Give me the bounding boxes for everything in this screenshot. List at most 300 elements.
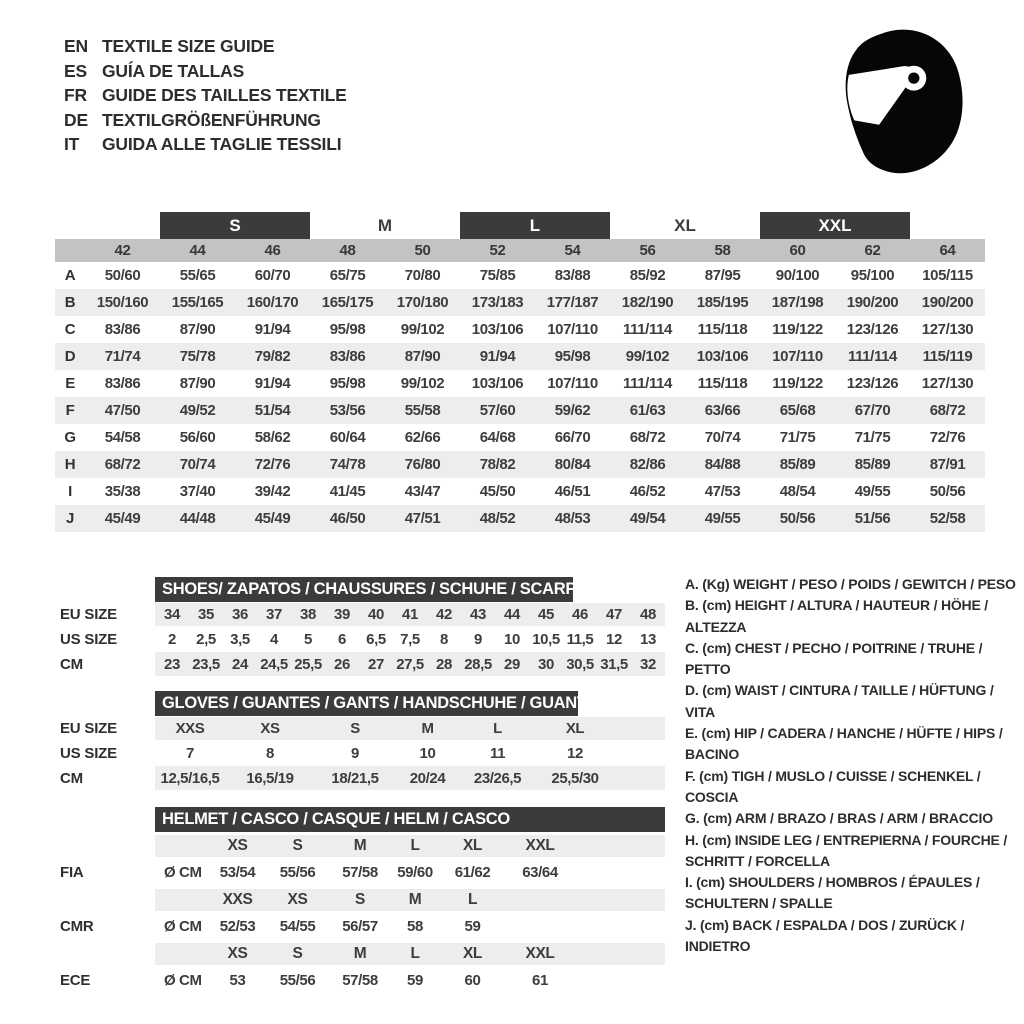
measurement-cell: 70/74 bbox=[160, 451, 235, 478]
value-cell: 9 bbox=[474, 630, 482, 648]
size-group-s: S bbox=[160, 212, 310, 239]
gloves-row-label: CM bbox=[60, 769, 83, 787]
value-cell: 47 bbox=[606, 606, 622, 623]
measurement-cell: 90/100 bbox=[775, 267, 820, 284]
measurement-row-e bbox=[55, 370, 985, 397]
legend-entry: D. (cm) WAIST / CINTURA / TAILLE / HÜFTUNG / VITA bbox=[685, 682, 994, 720]
value-cell: 30 bbox=[538, 655, 554, 673]
helmet-size-table bbox=[60, 807, 665, 994]
measurement-cell: 82/86 bbox=[610, 451, 685, 478]
measurement-cell: 83/88 bbox=[554, 267, 591, 284]
empty-cell bbox=[55, 212, 85, 239]
measurement-cell: 123/126 bbox=[846, 375, 899, 392]
measurement-cell: 105/115 bbox=[922, 267, 973, 284]
row-label: C bbox=[64, 321, 76, 338]
language-code: FR bbox=[64, 85, 87, 105]
value-cell: S bbox=[292, 837, 303, 854]
value-cell: L bbox=[410, 837, 420, 854]
language-title: GUIDA ALLE TAGLIE TESSILI bbox=[102, 134, 342, 154]
row-label: A bbox=[64, 267, 76, 284]
value-cell: XXS bbox=[175, 720, 205, 737]
measurement-cell: 170/180 bbox=[385, 289, 460, 316]
measurement-cell: 190/200 bbox=[910, 289, 985, 316]
measurement-cell: 95/98 bbox=[535, 343, 610, 370]
value-cell bbox=[505, 889, 575, 911]
value-cell: M bbox=[353, 837, 367, 854]
value-cell: 7 bbox=[186, 744, 194, 762]
measurement-cell: 35/38 bbox=[104, 483, 141, 500]
gloves-table-rows bbox=[60, 717, 665, 790]
measurement-cell: 165/175 bbox=[310, 289, 385, 316]
value-cell: 40 bbox=[368, 606, 384, 623]
size-number-cell: 62 bbox=[835, 239, 910, 262]
measurement-cell: 85/89 bbox=[760, 451, 835, 478]
row-label: F bbox=[55, 397, 85, 424]
value-cell bbox=[155, 943, 210, 965]
value-cell: XS bbox=[287, 891, 308, 908]
measurement-cell: 71/75 bbox=[854, 429, 891, 446]
measurement-cell: 95/98 bbox=[329, 321, 366, 338]
language-item bbox=[64, 108, 347, 133]
language-code: ES bbox=[64, 60, 87, 81]
measurement-cell: 49/54 bbox=[610, 505, 685, 532]
value-cell: M bbox=[353, 945, 367, 962]
measurement-cell: 48/54 bbox=[779, 483, 816, 500]
measurement-cell: 103/106 bbox=[685, 343, 760, 370]
helmet-table-title-text: HELMET / CASCO / CASQUE / HELM / CASCO bbox=[162, 810, 510, 828]
row-label: D bbox=[55, 343, 85, 370]
value-cell: 4 bbox=[270, 630, 278, 648]
value-cell bbox=[155, 835, 210, 857]
measurement-cell: 78/82 bbox=[460, 451, 535, 478]
measurement-cell: 44/48 bbox=[160, 505, 235, 532]
value-cell: 42 bbox=[436, 606, 452, 623]
row-label: J bbox=[55, 505, 85, 532]
gloves-row-values bbox=[155, 741, 665, 765]
gloves-table-title-text: GLOVES / GUANTES / GANTS / HANDSCHUHE / GUANTI bbox=[162, 694, 591, 712]
measurement-cell: 75/78 bbox=[160, 343, 235, 370]
measurement-cell: 50/60 bbox=[104, 267, 141, 284]
value-cell: XS bbox=[227, 945, 248, 962]
language-code: DE bbox=[64, 109, 88, 130]
measurement-cell: 63/66 bbox=[685, 397, 760, 424]
size-number-cell: 54 bbox=[535, 239, 610, 262]
measurement-cell: 49/52 bbox=[160, 397, 235, 424]
shoes-table-title bbox=[155, 577, 587, 602]
value-cell: 12 bbox=[606, 630, 622, 648]
value-cell: 55/56 bbox=[279, 864, 316, 881]
shoes-row-eu-size bbox=[60, 603, 665, 626]
size-group-xxl: XXL bbox=[760, 212, 910, 239]
legend-entry: G. (cm) ARM / BRAZO / BRAS / ARM / BRACCIO bbox=[685, 810, 993, 827]
measurement-cell: 85/89 bbox=[835, 451, 910, 478]
helmet-sizes-values bbox=[155, 943, 665, 965]
value-cell: 25,5/30 bbox=[551, 769, 599, 787]
size-group-l: L bbox=[460, 212, 610, 239]
value-cell: 24,5 bbox=[260, 655, 288, 673]
measurement-cell: 79/82 bbox=[235, 343, 310, 370]
value-cell: 2,5 bbox=[196, 630, 216, 648]
legend-entry: E. (cm) HIP / CADERA / HANCHE / HÜFTE / HIPS / BACINO bbox=[685, 725, 1003, 763]
measurement-cell: 85/92 bbox=[629, 267, 666, 284]
value-cell: 27,5 bbox=[396, 655, 424, 673]
value-cell: 56/57 bbox=[342, 918, 378, 935]
value-cell: 43 bbox=[470, 606, 486, 623]
value-cell: S bbox=[292, 945, 303, 962]
legend-entry: I. (cm) SHOULDERS / HOMBROS / ÉPAULES / SCHULTERN / SPALLE bbox=[685, 874, 980, 912]
value-cell: 11 bbox=[489, 744, 506, 762]
measurement-cell: 119/122 bbox=[772, 321, 823, 338]
shoes-size-table bbox=[60, 577, 665, 676]
measurement-cell: 107/110 bbox=[547, 321, 598, 338]
value-cell: L bbox=[493, 720, 502, 737]
measurement-cell: 182/190 bbox=[610, 289, 685, 316]
measurement-cell: 60/64 bbox=[329, 429, 366, 446]
measurement-cell: 115/118 bbox=[697, 375, 748, 392]
measurement-cell: 187/198 bbox=[760, 289, 835, 316]
measurement-cell: 173/183 bbox=[460, 289, 535, 316]
value-cell: XS bbox=[227, 837, 248, 854]
language-item bbox=[64, 132, 347, 157]
measurement-cell: 51/54 bbox=[235, 397, 310, 424]
legend-entry: C. (cm) CHEST / PECHO / POITRINE / TRUHE / PETTO bbox=[685, 639, 983, 678]
gloves-table-title bbox=[155, 691, 591, 716]
row-label: G bbox=[64, 429, 76, 446]
value-cell: 55/56 bbox=[279, 972, 316, 989]
value-cell: XL bbox=[565, 720, 585, 737]
value-cell: 52/53 bbox=[219, 918, 256, 935]
language-title: TEXTILGRÖßENFÜHRUNG bbox=[102, 109, 321, 130]
language-title: GUIDE DES TAILLES TEXTILE bbox=[102, 85, 347, 105]
value-cell: XXS bbox=[222, 891, 253, 908]
value-cell: 16,5/19 bbox=[246, 769, 294, 787]
value-cell: 2 bbox=[168, 630, 176, 648]
measurement-cell: 115/119 bbox=[910, 343, 985, 370]
value-cell: 38 bbox=[300, 606, 316, 623]
gloves-size-table bbox=[60, 691, 665, 790]
measurement-cell: 83/86 bbox=[310, 343, 385, 370]
measurement-cell: 103/106 bbox=[471, 375, 524, 392]
measurement-cell: 103/106 bbox=[471, 321, 524, 338]
measurement-cell: 87/90 bbox=[179, 375, 216, 392]
value-cell: 10,5 bbox=[532, 630, 560, 648]
shoes-row-values bbox=[155, 652, 665, 676]
value-cell: S bbox=[350, 720, 360, 737]
value-cell: Ø CM bbox=[164, 972, 202, 989]
value-cell: 5 bbox=[304, 630, 312, 648]
language-item bbox=[64, 34, 347, 59]
measurement-row-f bbox=[55, 397, 985, 424]
measurement-cell: 47/51 bbox=[385, 505, 460, 532]
measurement-cell: 72/76 bbox=[929, 429, 966, 446]
row-label: E bbox=[65, 375, 75, 392]
value-cell: L bbox=[467, 891, 478, 908]
value-cell: 58 bbox=[407, 918, 423, 935]
value-cell: 36 bbox=[232, 606, 248, 623]
helmet-ece-values bbox=[155, 967, 665, 994]
measurement-cell: 41/45 bbox=[329, 483, 366, 500]
value-cell: 28 bbox=[436, 655, 452, 673]
measurement-cell: 83/86 bbox=[104, 321, 141, 338]
language-code: EN bbox=[64, 36, 88, 56]
gloves-row-label: EU SIZE bbox=[60, 720, 117, 737]
measurement-cell: 57/60 bbox=[460, 397, 535, 424]
gloves-row-cm bbox=[60, 766, 665, 790]
value-cell: 10 bbox=[419, 744, 436, 762]
value-cell: 28,5 bbox=[464, 655, 492, 673]
measurement-row-b bbox=[55, 289, 985, 316]
measurement-cell: 177/187 bbox=[535, 289, 610, 316]
measurement-cell: 72/76 bbox=[235, 451, 310, 478]
measurement-cell: 67/70 bbox=[835, 397, 910, 424]
value-cell: XXL bbox=[525, 945, 555, 962]
shoes-row-cm bbox=[60, 652, 665, 676]
empty-cell bbox=[55, 239, 85, 262]
value-cell: 12 bbox=[567, 744, 583, 762]
value-cell: 6,5 bbox=[366, 630, 386, 648]
size-number-cell: 48 bbox=[310, 239, 385, 262]
size-number-cell: 60 bbox=[760, 239, 835, 262]
measurement-cell: 107/110 bbox=[760, 343, 835, 370]
measurement-cell: 49/55 bbox=[854, 483, 891, 500]
shoes-row-values bbox=[155, 603, 665, 626]
value-cell: L bbox=[410, 945, 420, 962]
value-cell: 59 bbox=[407, 972, 423, 989]
helmet-ece-row bbox=[60, 967, 665, 994]
value-cell: 26 bbox=[334, 655, 350, 673]
racing-helmet-icon bbox=[838, 26, 968, 178]
empty-cell bbox=[910, 212, 985, 239]
size-number-cell: 42 bbox=[85, 239, 160, 262]
shoes-row-label: CM bbox=[60, 655, 83, 673]
size-group-m: M bbox=[377, 215, 393, 235]
measurement-cell: 45/49 bbox=[235, 505, 310, 532]
measurement-cell: 59/62 bbox=[535, 397, 610, 424]
helmet-fia-row bbox=[60, 859, 665, 886]
legend-entry: A. (Kg) WEIGHT / PESO / POIDS / GEWITCH / PESO bbox=[685, 576, 1016, 592]
measurement-cell: 39/42 bbox=[254, 483, 291, 500]
value-cell: 20/24 bbox=[409, 769, 446, 787]
gloves-row-values bbox=[155, 717, 665, 740]
helmet-sizes-row-fia bbox=[60, 835, 665, 857]
measurement-cell: 58/62 bbox=[254, 429, 291, 446]
measurement-row-d bbox=[55, 343, 985, 370]
helmet-table-title bbox=[155, 807, 665, 832]
measurement-cell: 190/200 bbox=[835, 289, 910, 316]
measurement-cell: 111/114 bbox=[623, 321, 672, 338]
measurement-cell: 87/90 bbox=[179, 321, 216, 338]
value-cell: 6 bbox=[338, 630, 346, 648]
measurement-cell: 68/72 bbox=[910, 397, 985, 424]
measurement-cell: 65/75 bbox=[329, 267, 366, 284]
measurement-row-g bbox=[55, 424, 985, 451]
size-number-cell: 52 bbox=[460, 239, 535, 262]
value-cell: 12,5/16,5 bbox=[160, 769, 220, 787]
measurement-cell: 60/70 bbox=[254, 267, 291, 284]
measurement-cell: 95/98 bbox=[329, 375, 366, 392]
value-cell: 8 bbox=[266, 744, 274, 762]
size-number-cell: 64 bbox=[910, 239, 985, 262]
measurement-cell: 53/56 bbox=[310, 397, 385, 424]
helmet-table-rows bbox=[60, 835, 665, 994]
measurement-cell: 91/94 bbox=[254, 375, 291, 392]
measurement-cell: 70/80 bbox=[404, 267, 441, 284]
legend-entry: J. (cm) BACK / ESPALDA / DOS / ZURÜCK / INDIETRO bbox=[685, 916, 965, 955]
measurement-cell: 127/130 bbox=[921, 321, 974, 338]
legend-entry: B. (cm) HEIGHT / ALTURA / HAUTEUR / HÖHE / ALTEZZA bbox=[685, 597, 988, 635]
measurement-cell: 107/110 bbox=[547, 375, 598, 392]
value-cell: 29 bbox=[504, 655, 520, 673]
legend-entry: F. (cm) TIGH / MUSLO / CUISSE / SCHENKEL / COSCIA bbox=[685, 767, 981, 805]
measurement-cell: 61/63 bbox=[610, 397, 685, 424]
value-cell: 10 bbox=[504, 630, 520, 648]
value-cell: 59/60 bbox=[397, 864, 433, 881]
measurement-cell: 47/50 bbox=[85, 397, 160, 424]
measurement-legend bbox=[685, 574, 1017, 957]
value-cell: 3,5 bbox=[230, 630, 250, 648]
value-cell: 24 bbox=[232, 655, 248, 673]
helmet-standard-label: CMR bbox=[60, 918, 94, 935]
helmet-sizes-row-cmr bbox=[60, 889, 665, 911]
size-number-cell: 46 bbox=[235, 239, 310, 262]
language-title: GUÍA DE TALLAS bbox=[102, 60, 245, 81]
size-number-cell: 56 bbox=[610, 239, 685, 262]
measurement-cell: 50/56 bbox=[760, 505, 835, 532]
helmet-icon-svg bbox=[838, 26, 968, 178]
shoes-row-label: US SIZE bbox=[60, 630, 117, 648]
value-cell: 34 bbox=[164, 606, 180, 623]
value-cell: M bbox=[421, 720, 434, 737]
helmet-sizes-values bbox=[155, 889, 665, 911]
value-cell: 57/58 bbox=[342, 972, 378, 989]
value-cell: 54/55 bbox=[279, 918, 316, 935]
measurement-cell: 111/114 bbox=[835, 343, 910, 370]
helmet-standard-label: ECE bbox=[60, 972, 91, 989]
size-number-cell: 44 bbox=[160, 239, 235, 262]
empty-label bbox=[60, 835, 155, 857]
helmet-cmr-values bbox=[155, 913, 665, 940]
measurement-cell: 91/94 bbox=[254, 321, 291, 338]
value-cell: 48 bbox=[640, 606, 656, 623]
value-cell: 31,5 bbox=[600, 655, 628, 673]
helmet-standard-label: FIA bbox=[60, 864, 84, 881]
measurement-cell: 119/122 bbox=[772, 375, 823, 392]
helmet-sizes-values bbox=[155, 835, 665, 857]
measurement-cell: 48/53 bbox=[535, 505, 610, 532]
size-group-row bbox=[55, 212, 985, 239]
row-label: H bbox=[55, 451, 85, 478]
measurement-cell: 75/85 bbox=[479, 267, 516, 284]
value-cell: 32 bbox=[640, 655, 656, 673]
legend-entry: H. (cm) INSIDE LEG / ENTREPIERNA / FOURCHE / SCHRITT / FORCELLA bbox=[685, 831, 1008, 869]
language-title-list bbox=[64, 34, 347, 157]
gloves-row-values bbox=[155, 766, 665, 790]
measurement-row-i bbox=[55, 478, 985, 505]
value-cell: 61 bbox=[532, 972, 548, 989]
size-group-xl: XL bbox=[674, 215, 696, 235]
value-cell: 46 bbox=[572, 606, 588, 623]
measurement-cell: 62/66 bbox=[404, 429, 441, 446]
measurement-cell: 46/52 bbox=[629, 483, 666, 500]
value-cell: M bbox=[408, 891, 422, 908]
measurement-cell: 99/102 bbox=[610, 343, 685, 370]
measurement-cell: 56/60 bbox=[179, 429, 216, 446]
measurement-cell: 155/165 bbox=[160, 289, 235, 316]
gloves-row-us-size bbox=[60, 741, 665, 765]
language-item bbox=[64, 59, 347, 84]
value-cell: 9 bbox=[351, 744, 359, 762]
size-number-row bbox=[55, 239, 985, 262]
measurement-cell: 83/86 bbox=[104, 375, 141, 392]
measurement-cell: 68/72 bbox=[629, 429, 666, 446]
value-cell: 8 bbox=[440, 630, 448, 648]
textile-size-table bbox=[55, 212, 985, 532]
measurement-cell: 50/56 bbox=[929, 483, 966, 500]
measurement-cell: 71/75 bbox=[779, 429, 816, 446]
measurement-cell: 87/91 bbox=[910, 451, 985, 478]
measurement-cell: 87/90 bbox=[385, 343, 460, 370]
measurement-cell: 80/84 bbox=[535, 451, 610, 478]
value-cell: 7,5 bbox=[400, 630, 420, 648]
measurement-cell: 68/72 bbox=[85, 451, 160, 478]
shoes-table-rows bbox=[60, 603, 665, 676]
helmet-fia-values bbox=[155, 859, 665, 886]
measurement-cell: 55/65 bbox=[179, 267, 216, 284]
empty-label bbox=[60, 943, 155, 965]
measurement-cell: 127/130 bbox=[921, 375, 974, 392]
measurement-cell: 47/53 bbox=[704, 483, 741, 500]
measurement-cell: 48/52 bbox=[460, 505, 535, 532]
measurement-cell: 185/195 bbox=[685, 289, 760, 316]
measurement-cell: 52/58 bbox=[910, 505, 985, 532]
value-cell: 18/21,5 bbox=[331, 769, 379, 787]
gloves-row-label: US SIZE bbox=[60, 744, 117, 762]
value-cell: Ø CM bbox=[164, 918, 202, 935]
value-cell: Ø CM bbox=[164, 864, 202, 881]
measurement-cell: 150/160 bbox=[85, 289, 160, 316]
row-label: I bbox=[68, 483, 72, 500]
textile-size-table-grid bbox=[55, 212, 985, 532]
gloves-row-eu-size bbox=[60, 717, 665, 740]
measurement-cell: 66/70 bbox=[554, 429, 591, 446]
value-cell: XS bbox=[260, 720, 280, 737]
value-cell: 37 bbox=[266, 606, 282, 623]
helmet-sizes-row-ece bbox=[60, 943, 665, 965]
value-cell: S bbox=[355, 891, 365, 908]
measurement-cell: 76/80 bbox=[385, 451, 460, 478]
size-number-cell: 50 bbox=[385, 239, 460, 262]
measurement-cell: 115/118 bbox=[697, 321, 748, 338]
measurement-cell: 51/56 bbox=[835, 505, 910, 532]
measurement-cell: 45/49 bbox=[85, 505, 160, 532]
measurement-cell: 55/58 bbox=[385, 397, 460, 424]
measurement-cell: 70/74 bbox=[704, 429, 741, 446]
language-code: IT bbox=[64, 134, 80, 154]
measurement-cell: 99/102 bbox=[400, 321, 445, 338]
measurement-cell: 87/95 bbox=[704, 267, 741, 284]
value-cell: 30,5 bbox=[566, 655, 594, 673]
value-cell: 63/64 bbox=[522, 864, 558, 881]
measurement-cell: 64/68 bbox=[479, 429, 516, 446]
value-cell: XXL bbox=[525, 837, 555, 854]
measurement-cell: 123/126 bbox=[846, 321, 899, 338]
language-item bbox=[64, 83, 347, 108]
value-cell: 13 bbox=[640, 630, 656, 648]
measurement-row-c bbox=[55, 316, 985, 343]
measurement-cell: 95/100 bbox=[850, 267, 895, 284]
measurement-cell: 45/50 bbox=[479, 483, 516, 500]
measurement-cell: 71/74 bbox=[85, 343, 160, 370]
